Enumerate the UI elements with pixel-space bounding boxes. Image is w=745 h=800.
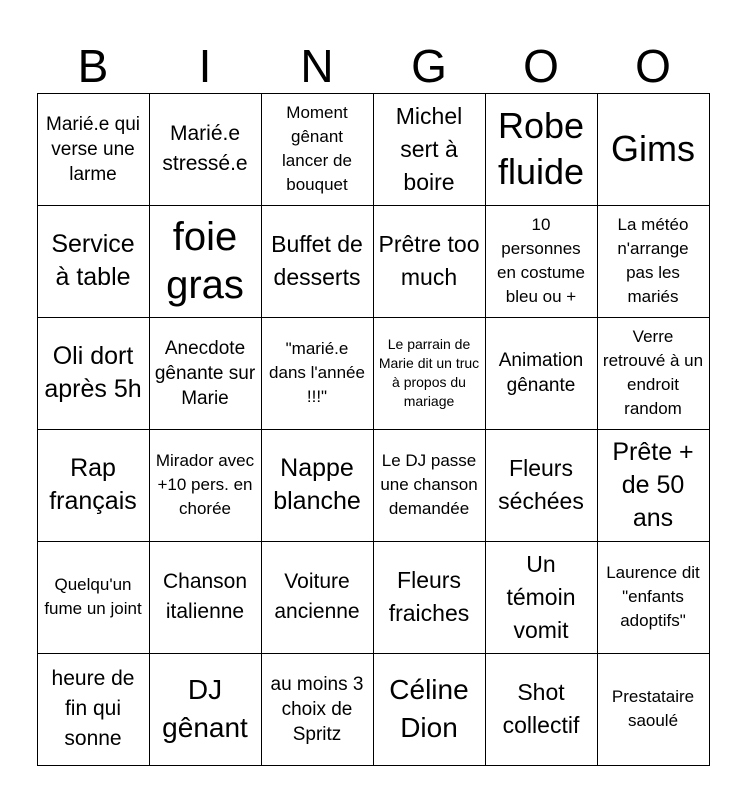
cell-text: Oli dort après 5h [44,342,142,403]
header-letter-b: B [77,40,109,92]
cell-text: Céline Dion [389,674,469,743]
cell-text: Le parrain de Marie dit un truc à propos du mariage [378,336,480,409]
cell-text: foie gras [166,215,244,307]
cell-text: Le DJ passe une chanson demandée [380,451,478,518]
bingo-cell[interactable] [597,429,710,542]
bingo-cell[interactable] [261,653,374,766]
cell-text: Buffet de desserts [271,231,363,290]
cell-text: DJ gênant [162,674,248,743]
cell-text: Quelqu'un fume un joint [44,575,142,618]
bingo-cell[interactable] [485,93,598,206]
bingo-cell[interactable] [373,205,486,318]
cell-text: Rap français [49,454,137,515]
bingo-cell[interactable] [485,429,598,542]
cell-text: Moment gênant lancer de bouquet [282,103,352,194]
cell-text: Michel sert à boire [395,102,463,195]
bingo-cell[interactable] [597,93,710,206]
bingo-cell[interactable] [149,429,262,542]
bingo-cell[interactable] [261,93,374,206]
cell-text: au moins 3 choix de Spritz [270,673,364,745]
cell-text: Verre retrouvé à un endroit random [602,327,704,418]
bingo-cell[interactable] [485,653,598,766]
bingo-cell[interactable] [261,429,374,542]
cell-text: Mirador avec +10 pers. en chorée [155,451,255,518]
cell-text: Anecdote gênante sur Marie [154,337,256,409]
cell-text: Un témoin vomit [506,550,576,643]
cell-text: Voiture ancienne [274,570,360,623]
bingo-cell[interactable] [261,541,374,654]
header-letter-o2: O [635,40,671,92]
header-letter-g: G [411,40,447,92]
cell-text: Gims [611,128,695,169]
bingo-cell[interactable] [261,205,374,318]
cell-text: Prestataire saoulé [611,687,695,730]
bingo-cell[interactable] [373,317,486,430]
bingo-cell[interactable] [373,541,486,654]
cell-text: Laurence dit "enfants adoptifs" [606,563,700,630]
bingo-cell[interactable] [373,429,486,542]
bingo-cell[interactable] [597,205,710,318]
cell-text: Robe fluide [497,105,585,192]
bingo-board [37,93,709,765]
header-letter-i: I [198,40,212,92]
cell-text: Marié.e qui verse une larme [46,113,140,185]
cell-text: Prêtre too much [378,231,480,290]
bingo-cell[interactable] [149,317,262,430]
bingo-header [37,38,709,94]
cell-text: Animation gênante [498,350,584,396]
bingo-cell[interactable] [37,205,150,318]
bingo-cell[interactable] [597,317,710,430]
cell-text: La météo n'arrange pas les mariés [617,215,689,306]
bingo-cell[interactable] [37,93,150,206]
cell-text: Shot collectif [502,679,580,738]
bingo-cell[interactable] [485,317,598,430]
bingo-cell[interactable] [485,205,598,318]
bingo-cell[interactable] [373,93,486,206]
bingo-cell[interactable] [149,541,262,654]
bingo-cell[interactable] [597,653,710,766]
bingo-cell[interactable] [597,541,710,654]
cell-text: heure de fin qui sonne [51,667,135,750]
bingo-cell[interactable] [37,653,150,766]
bingo-cell[interactable] [373,653,486,766]
cell-text: "marié.e dans l'année !!!" [269,339,365,406]
cell-text: Fleurs fraiches [388,567,470,626]
cell-text: Fleurs séchées [498,455,584,514]
bingo-cell[interactable] [37,317,150,430]
header-letter-o: O [523,40,559,92]
bingo-cell[interactable] [261,317,374,430]
cell-text: Chanson italienne [162,570,248,623]
bingo-cell[interactable] [37,541,150,654]
bingo-cell[interactable] [37,429,150,542]
bingo-cell[interactable] [149,653,262,766]
cell-text: 10 personnes en costume bleu ou + [497,215,585,306]
bingo-cell[interactable] [149,205,262,318]
cell-text: Service à table [51,230,135,291]
header-letter-n: N [300,40,334,92]
bingo-cell[interactable] [485,541,598,654]
bingo-cell[interactable] [149,93,262,206]
cell-text: Marié.e stressé.e [162,122,248,175]
cell-text: Nappe blanche [273,454,361,515]
cell-text: Prête + de 50 ans [612,437,694,532]
